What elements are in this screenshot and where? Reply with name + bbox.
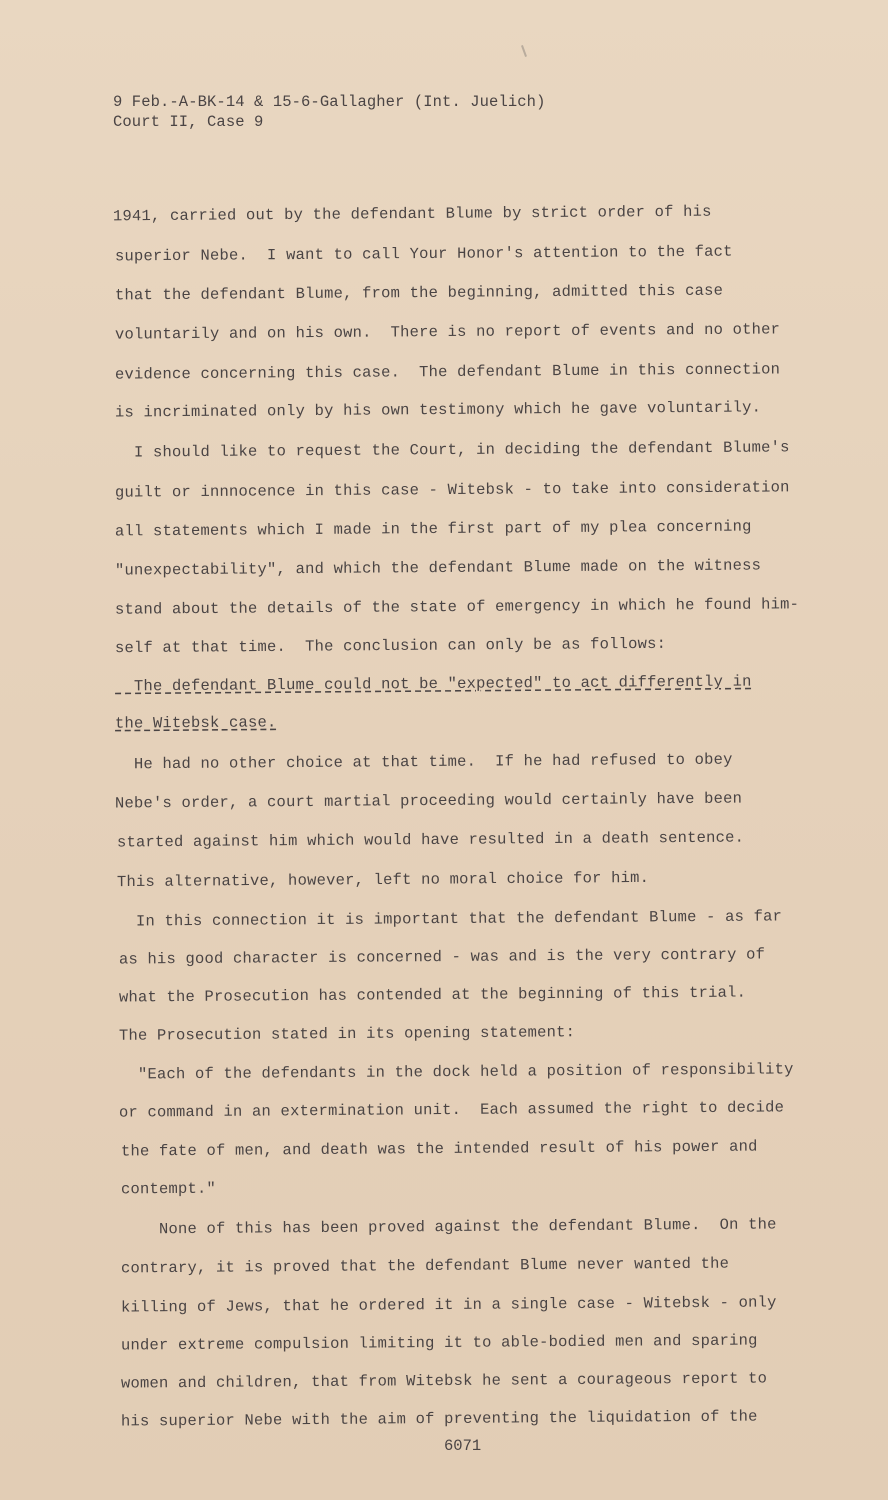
body-line: I should like to request the Court, in deciding the defendant Blume's [114, 438, 790, 462]
header-line-2: Court II, Case 9 [113, 113, 264, 131]
document-header [113, 92, 545, 132]
body-line-underlined: the Witebsk case. [114, 713, 277, 733]
body-line: superior Nebe. I want to call Your Honor's attention to the fact [114, 242, 733, 266]
body-line: under extreme compulsion limiting it to able-bodied men and sparing [120, 1331, 758, 1355]
body-line: is incriminated only by his own testimony which he gave voluntarily. [114, 398, 762, 422]
body-line: The Prosecution stated in its opening statement: [118, 1023, 576, 1045]
page-number: 6071 [444, 1437, 482, 1455]
body-line: contrary, it is proved that the defendant Blume never wanted the [120, 1254, 730, 1278]
body-line: contempt." [120, 1179, 217, 1199]
body-line: or command in an extermination unit. Each assumed the right to decide [118, 1098, 785, 1122]
body-line: This alternative, however, left no moral choice for him. [116, 868, 650, 892]
body-line: He had no other choice at that time. If he had refused to obey [114, 750, 733, 774]
body-line: evidence concerning this case. The defendant Blume in this connection [114, 360, 781, 384]
body-line: women and children, that from Witebsk he sent a courageous report to [120, 1369, 768, 1393]
body-line: all statements which I made in the first part of my plea concerning [114, 517, 752, 541]
body-line: stand about the details of the state of emergency in which he found him- [114, 595, 800, 619]
body-line: "unexpectability", and which the defendant Blume made on the witness [114, 556, 762, 580]
body-line: what the Prosecution has contended at the beginning of this trial. [118, 983, 747, 1007]
body-line: the fate of men, and death was the intended result of his power and [120, 1137, 758, 1161]
body-line: as his good character is concerned - was and is the very contrary of [118, 945, 766, 969]
body-line: started against him which would have resulted in a death sentence. [116, 828, 745, 852]
body-line: killing of Jews, that he ordered it in a single case - Witebsk - only [120, 1293, 777, 1317]
body-line: In this connection it is important that the defendant Blume - as far [116, 907, 783, 931]
header-line-1: 9 Feb.-A-BK-14 & 15-6-Gallagher (Int. Juelich) [113, 93, 546, 111]
body-line-underlined: The defendant Blume could not be "expected" to act differently in [114, 672, 752, 696]
body-line: voluntarily and on his own. There is no report of events and no other [114, 320, 781, 344]
body-line: None of this has been proved against the defendant Blume. On the [120, 1215, 777, 1239]
pencil-mark [521, 45, 527, 57]
body-line: that the defendant Blume, from the beginning, admitted this case [114, 281, 724, 305]
body-line: Nebe's order, a court martial proceeding would certainly have been [114, 789, 743, 813]
body-line: "Each of the defendants in the dock held a position of responsibility [118, 1060, 794, 1084]
body-line: 1941, carried out by the defendant Blume by strict order of his [112, 202, 712, 226]
body-line: self at that time. The conclusion can only be as follows: [114, 634, 667, 658]
body-line: guilt or innnocence in this case - Witebsk - to take into consideration [114, 478, 790, 502]
body-line: his superior Nebe with the aim of preventing the liquidation of the [120, 1407, 758, 1431]
